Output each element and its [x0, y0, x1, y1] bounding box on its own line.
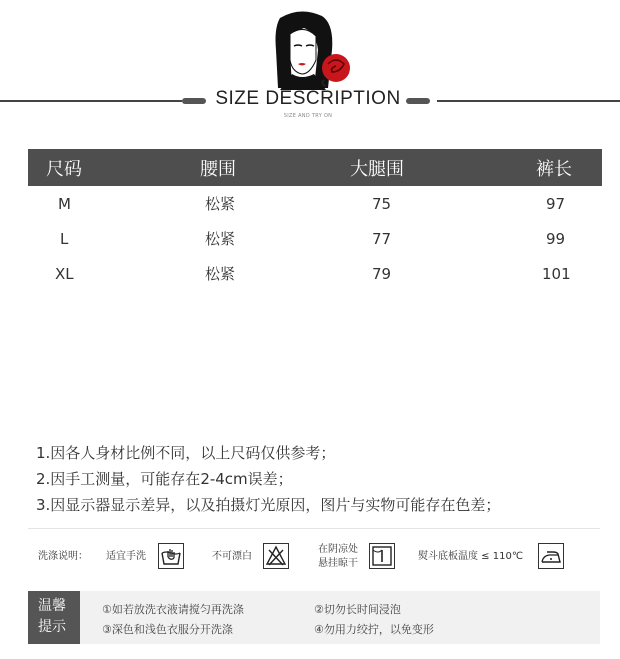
table-row: [28, 221, 602, 256]
care-instructions: [0, 538, 620, 578]
cell-waist: 松紧: [205, 195, 236, 213]
section-subtitle: SIZE AND TRY ON: [283, 113, 333, 119]
tip-item: ②切勿长时间浸泡: [314, 603, 401, 616]
cell-size: XL: [55, 264, 74, 283]
header-rule-dash-right: [406, 98, 430, 104]
tip-item: ①如若放洗衣液请搅匀再洗涤: [102, 603, 244, 616]
column-header-thigh: 大腿围: [350, 158, 404, 180]
column-header-length: 裤长: [536, 158, 572, 180]
tips-badge-line2: 提示: [38, 619, 66, 635]
cell-thigh: 77: [372, 229, 392, 248]
care-label: 洗涤说明：: [38, 551, 88, 562]
iron-icon: [538, 543, 564, 569]
cell-length: 101: [542, 264, 571, 283]
no-bleach-icon: [263, 543, 289, 569]
cell-size: L: [60, 229, 69, 248]
cell-size: M: [58, 194, 71, 213]
note-item: 1.因各人身材比例不同，以上尺码仅供参考；: [36, 444, 336, 462]
header-rule-right: [437, 100, 620, 102]
girl-rose-logo: [270, 10, 356, 90]
note-item: 3.因显示器显示差异，以及拍摄灯光原因，图片与实物可能存在色差；: [36, 496, 501, 514]
header-rule-dash-left: [182, 98, 206, 104]
size-notes: [36, 443, 500, 521]
tip-item: ④勿用力绞拧，以免变形: [314, 623, 434, 636]
hand-wash-icon: [158, 543, 184, 569]
cell-length: 97: [546, 194, 566, 213]
care-iron-text: 熨斗底板温度 ≤ 110℃: [418, 551, 524, 562]
table-header: [28, 149, 602, 186]
tip-item: ③深色和浅色衣服分开洗涤: [102, 623, 233, 636]
care-no-bleach-text: 不可漂白: [212, 551, 252, 562]
care-dry-text-line1: 在阴凉处: [318, 544, 358, 555]
column-header-waist: 腰围: [200, 158, 236, 180]
care-hand-wash-text: 适宜手洗: [106, 551, 146, 562]
tips-panel: [28, 591, 600, 644]
cell-waist: 松紧: [205, 265, 236, 283]
section-title: SIZE DESCRIPTION: [215, 88, 401, 109]
care-dry-text-line2: 悬挂晾干: [318, 558, 358, 569]
note-item: 2.因手工测量，可能存在2-4cm误差；: [36, 470, 293, 488]
column-header-size: 尺码: [46, 158, 82, 180]
cell-waist: 松紧: [205, 230, 236, 248]
divider: [28, 528, 600, 529]
table-row: [28, 256, 602, 291]
tips-badge-line1: 温馨: [38, 598, 66, 614]
cell-thigh: 75: [372, 194, 392, 213]
table-row: [28, 186, 602, 221]
line-dry-icon: [369, 543, 395, 569]
cell-thigh: 79: [372, 264, 392, 283]
header-rule-left: [0, 100, 182, 102]
tips-badge: [28, 591, 80, 644]
cell-length: 99: [546, 229, 566, 248]
size-table: [28, 149, 602, 291]
